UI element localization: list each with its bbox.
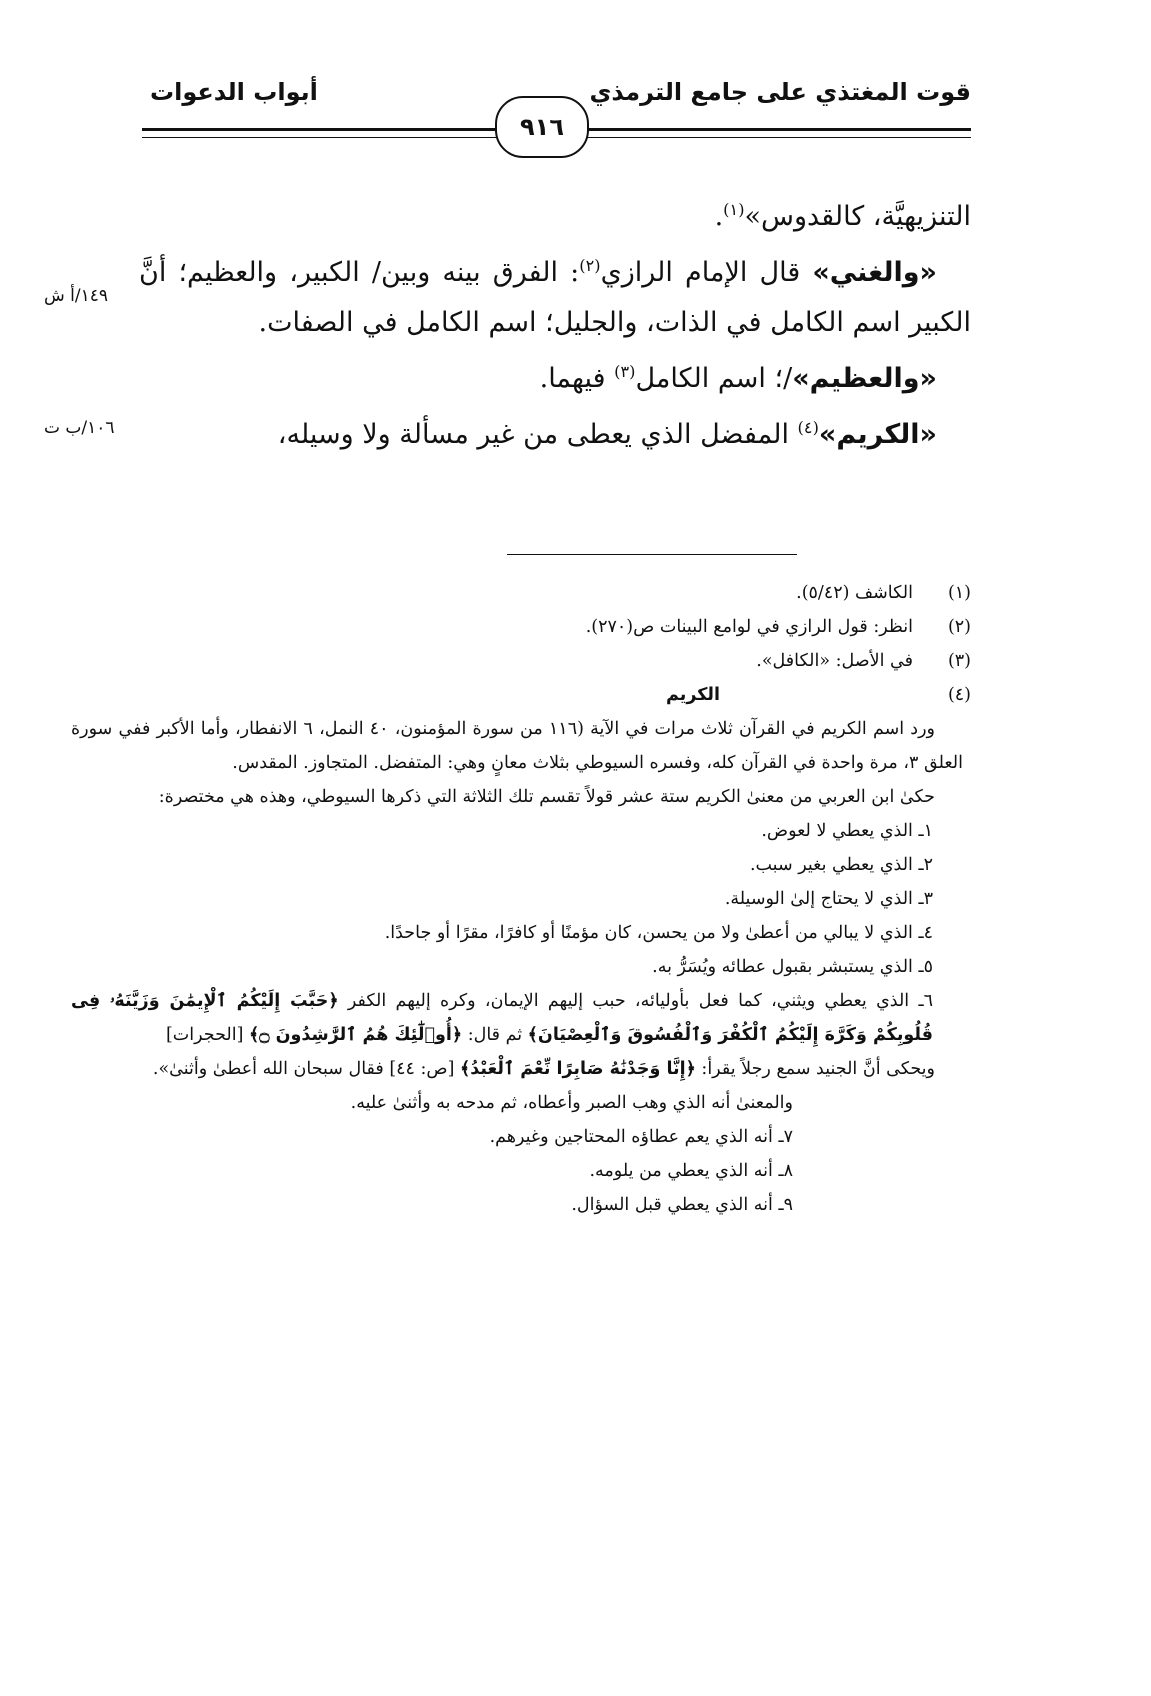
footnote-paragraph: حكىٰ ابن العربي من معنىٰ الكريم ستة عشر قولاً تقسم تلك الثلاثة التي ذكرها السيوطي، وهذه هي مختصرة:: [158, 787, 935, 807]
list-item: ٢ـ الذي يعطي بغير سبب.: [749, 855, 933, 875]
book-title: قوت المغتذي على جامع الترمذي: [589, 78, 971, 106]
footnote-paragraph: ورد اسم الكريم في القرآن ثلاث مرات في الآية (١١٦ من سورة المؤمنون، ٤٠ النمل، ٦ الانفطار، وأما الأكبر ففي سورة العلق ٣، مرة واحدة في القرآن كله، وفسره السيوطي بثلاث معانٍ وهي: المتفضل. المتجاوز. المقدس.: [71, 719, 963, 773]
footnote-number: (٤): [947, 685, 971, 705]
section-title: أبواب الدعوات: [150, 78, 318, 106]
footnote-ref-1: (١): [723, 200, 745, 219]
header-rule-left: [142, 128, 517, 138]
paragraph-1: التنزيهيَّة، كالقدوس»$^{(١)}$.: [714, 200, 971, 232]
list-item: ٨ـ أنه الذي يعطي من يلومه.: [589, 1161, 793, 1181]
footnote-number: (٣): [947, 651, 971, 671]
footnote-2: [71, 610, 971, 644]
footnote-text: الكاشف (٥/٤٢).: [796, 583, 913, 603]
footnote-ref-3: (٣): [614, 362, 636, 381]
footnote-text: في الأصل: «الكافل».: [756, 651, 913, 671]
footnote-number: (٢): [947, 617, 971, 637]
list-item: ٣ـ الذي لا يحتاج إلىٰ الوسيلة.: [724, 889, 933, 909]
footnote-1: [71, 576, 971, 610]
margin-note-manuscript-1: ١٤٩/أ ش: [44, 286, 109, 306]
term-karim: «الكريم»: [818, 419, 937, 450]
quran-verse: ﴿حَبَّبَ إِلَيْكُمُ ٱلْإِيمَٰنَ وَزَيَّنَهُۥ فِى قُلُوبِكُمْ وَكَرَّهَ إِلَيْكُمُ ٱلْكُفْرَ وَٱلْفُسُوقَ وَٱلْعِصْيَانَ﴾: [71, 991, 933, 1045]
term-azim: «والعظيم»: [792, 363, 937, 394]
footnote-paragraph: والمعنىٰ أنه الذي وهب الصبر وأعطاه، ثم مدحه به وأثنىٰ عليه.: [350, 1093, 793, 1113]
quran-verse: ﴿أُو۟لَٰٓئِكَ هُمُ ٱلرَّٰشِدُونَ ۝﴾: [248, 1025, 463, 1045]
paragraph-2: «والغني» قال الإمام الرازي$^{(٢)}$: الفرق بينه وبين/ الكبير، والعظيم؛ أنَّ الكبير اسم الكامل في الذات، والجليل؛ اسم الكامل في الصفات.: [139, 256, 971, 338]
list-item: ٦ـ الذي يعطي ويثني، كما فعل بأوليائه، حبب إليهم الإيمان، وكره إليهم الكفر ﴿حَبَّبَ إِلَيْكُمُ ٱلْإِيمَٰنَ وَزَيَّنَهُۥ فِى قُلُوبِكُمْ وَكَرَّهَ إِلَيْكُمُ ٱلْكُفْرَ وَٱلْفُسُوقَ وَٱلْعِصْيَانَ﴾ ثم قال: ﴿أُو۟لَٰٓئِكَ هُمُ ٱلرَّٰشِدُونَ ۝﴾ [الحجرات]: [71, 991, 933, 1045]
main-text: [139, 192, 971, 466]
list-item: ٩ـ أنه الذي يعطي قبل السؤال.: [571, 1195, 793, 1215]
term-ghani: «والغني»: [812, 257, 937, 288]
footnote-ref-4: (٤): [797, 418, 819, 437]
paragraph-4: «الكريم»$^{(٤)}$ المفضل الذي يعطى من غير مسألة ولا وسيله،: [277, 418, 937, 450]
list-item: ٥ـ الذي يستبشر بقبول عطائه ويُسَرُّ به.: [652, 957, 933, 977]
list-item: ١ـ الذي يعطي لا لعوض.: [761, 821, 933, 841]
footnote-heading: الكريم: [666, 685, 720, 705]
footnote-separator: [507, 554, 797, 555]
footnote-paragraph: ويحكى أنَّ الجنيد سمع رجلاً يقرأ: ﴿إِنَّا وَجَدْنَٰهُ صَابِرًا نِّعْمَ ٱلْعَبْدُ﴾ [ص: ٤٤] فقال سبحان الله أعطىٰ وأثنىٰ».: [152, 1059, 935, 1079]
page-number: ٩١٦: [495, 96, 589, 158]
paragraph-3: «والعظيم»/؛ اسم الكامل$^{(٣)}$ فيهما.: [539, 362, 937, 394]
margin-note-manuscript-2: ١٠٦/ب ت: [44, 418, 115, 438]
footnote-ref-2: (٢): [579, 256, 601, 275]
header-rule-right: [582, 128, 971, 138]
list-item: ٤ـ الذي لا يبالي من أعطىٰ ولا من يحسن، كان مؤمنًا أو كافرًا، مقرًا أو جاحدًا.: [384, 923, 933, 943]
quran-verse: ﴿إِنَّا وَجَدْنَٰهُ صَابِرًا نِّعْمَ ٱلْعَبْدُ﴾: [459, 1059, 696, 1079]
footnote-4-header: [71, 678, 971, 712]
footnote-text: انظر: قول الرازي في لوامع البينات ص(٢٧٠).: [585, 617, 913, 637]
footnote-number: (١): [947, 583, 971, 603]
list-item: ٧ـ أنه الذي يعم عطاؤه المحتاجين وغيرهم.: [489, 1127, 793, 1147]
footnote-3: [71, 644, 971, 678]
footnotes: [71, 576, 971, 1222]
footnote-4-body: [71, 712, 963, 1222]
